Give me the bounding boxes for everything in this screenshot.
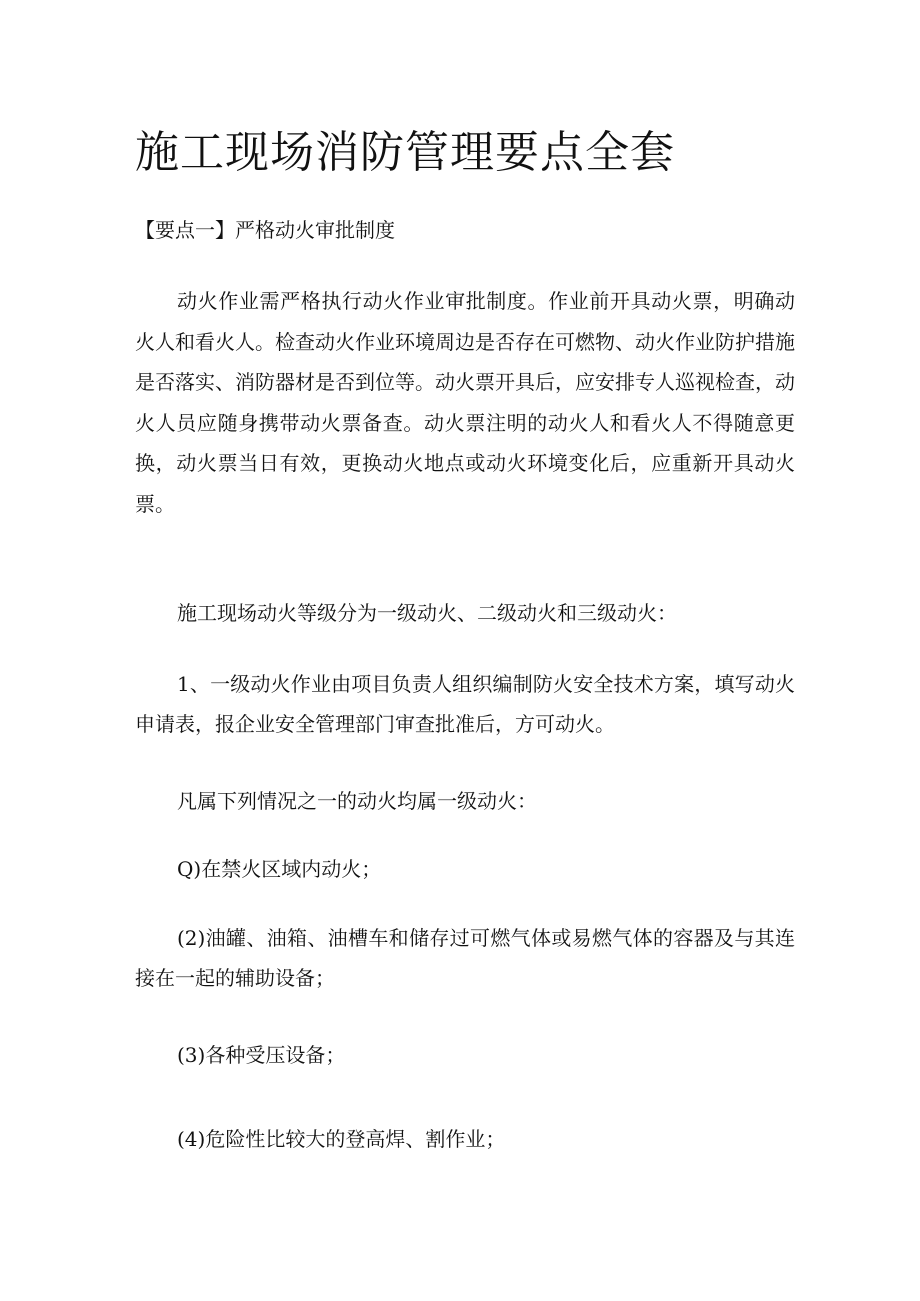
section-heading: 【要点一】严格动火审批制度 <box>135 218 395 242</box>
paragraph-hot-work-approval: 动火作业需严格执行动火作业审批制度。作业前开具动火票，明确动火人和看火人。检查动火作业环境周边是否存在可燃物、动火作业防护措施是否落实、消防器材是否到位等。动火票开具后，应安排专人巡视检查，动火人员应随身携带动火票备查。动火票注明的动火人和看火人不得随意更换，动火票当日有效，更换动火地点或动火环境变化后，应重新开具动火票。 <box>135 289 795 516</box>
document-title: 施工现场消防管理要点全套 <box>135 127 675 178</box>
list-item-condition-1: Q)在禁火区域内动火； <box>177 857 382 881</box>
list-item-condition-2: (2)油罐、油箱、油槽车和储存过可燃气体或易燃气体的容器及与其连接在一起的辅助设备； <box>135 926 795 990</box>
paragraph-hot-work-levels: 施工现场动火等级分为一级动火、二级动火和三级动火： <box>177 601 677 625</box>
list-item-condition-4: (4)危险性比较大的登高焊、割作业； <box>177 1127 506 1151</box>
list-item-condition-3: (3)各种受压设备； <box>177 1043 346 1067</box>
paragraph-level-one-procedure: 1、一级动火作业由项目负责人组织编制防火安全技术方案，填写动火申请表，报企业安全管理部门审查批准后，方可动火。 <box>135 672 795 736</box>
paragraph-level-one-conditions: 凡属下列情况之一的动火均属一级动火： <box>177 789 537 813</box>
